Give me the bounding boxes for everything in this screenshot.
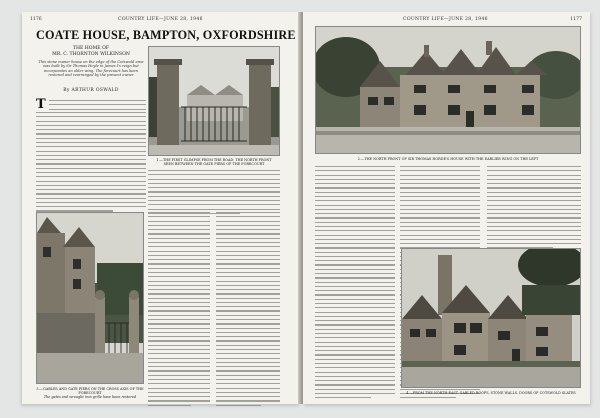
intro-line: incorporates an older wing. The forecourt has been <box>44 68 138 73</box>
body-text-column <box>148 212 210 409</box>
right-running-head: COUNTRY LIFE—JUNE 28, 1946 <box>403 17 488 22</box>
subtitle-line: MR. C. THORNTON WILKINSON <box>52 51 130 57</box>
drop-cap: T <box>36 97 46 112</box>
photo-caption <box>32 387 148 400</box>
magazine-spread <box>22 12 590 404</box>
photo-caption <box>148 158 280 166</box>
north-front-illustration <box>316 27 581 154</box>
left-folio: 1176 <box>30 17 42 22</box>
body-text-column <box>148 170 280 217</box>
intro-line: This stone manor house on the edge of the Cotswold area <box>38 60 144 64</box>
gables-illustration <box>37 213 144 384</box>
article-subtitle <box>36 46 146 57</box>
article-intro <box>36 60 146 78</box>
photo-north-east <box>401 248 581 388</box>
intro-line: was built by Sir Thomas Hoyle in James I's reign but <box>43 64 139 69</box>
right-folio: 1177 <box>570 17 582 22</box>
body-text-column <box>216 212 280 409</box>
photo-gables <box>36 212 144 384</box>
article-title: COATE HOUSE, BAMPTON, OXFORDSHIRE <box>36 28 296 42</box>
caption-line: 3.—GABLES AND GATE PIERS ON THE CROSS AXIS OF THE FORECOURT <box>36 387 144 396</box>
body-text-column <box>315 166 395 401</box>
photo-gate-piers <box>148 46 280 156</box>
photo-caption: 4.—FROM THE NORTH-EAST. GABLED ROOFS, STONE WALLS, DOORS OF COTSWOLD SLATES <box>406 391 576 395</box>
intro-line: restored and rearranged by the present owner <box>48 73 134 78</box>
body-text-column <box>36 112 146 215</box>
right-page <box>303 12 590 404</box>
subtitle-line: THE HOME OF <box>72 46 110 51</box>
byline: By ARTHUR OSWALD <box>63 88 119 93</box>
left-page <box>22 12 300 404</box>
photo-caption: 2.—THE NORTH FRONT OF SIR THOMAS HORDE'S HOUSE WITH THE EARLIER WING ON THE LEFT <box>357 157 539 161</box>
body-text-column <box>487 166 581 252</box>
photo-north-front <box>315 26 581 154</box>
caption-line: 1.—THE FIRST GLIMPSE FROM THE ROAD: THE NORTH FRONT <box>156 158 272 162</box>
body-text-column <box>49 100 146 113</box>
caption-line: SEEN BETWEEN THE GATE PIERS OF THE FORECOURT <box>163 162 265 167</box>
north-east-illustration <box>402 249 581 388</box>
left-running-head: COUNTRY LIFE—JUNE 28, 1946 <box>118 17 203 22</box>
gate-piers-illustration <box>149 47 280 156</box>
caption-line: The gates and wrought iron grille have been restored <box>43 395 137 400</box>
